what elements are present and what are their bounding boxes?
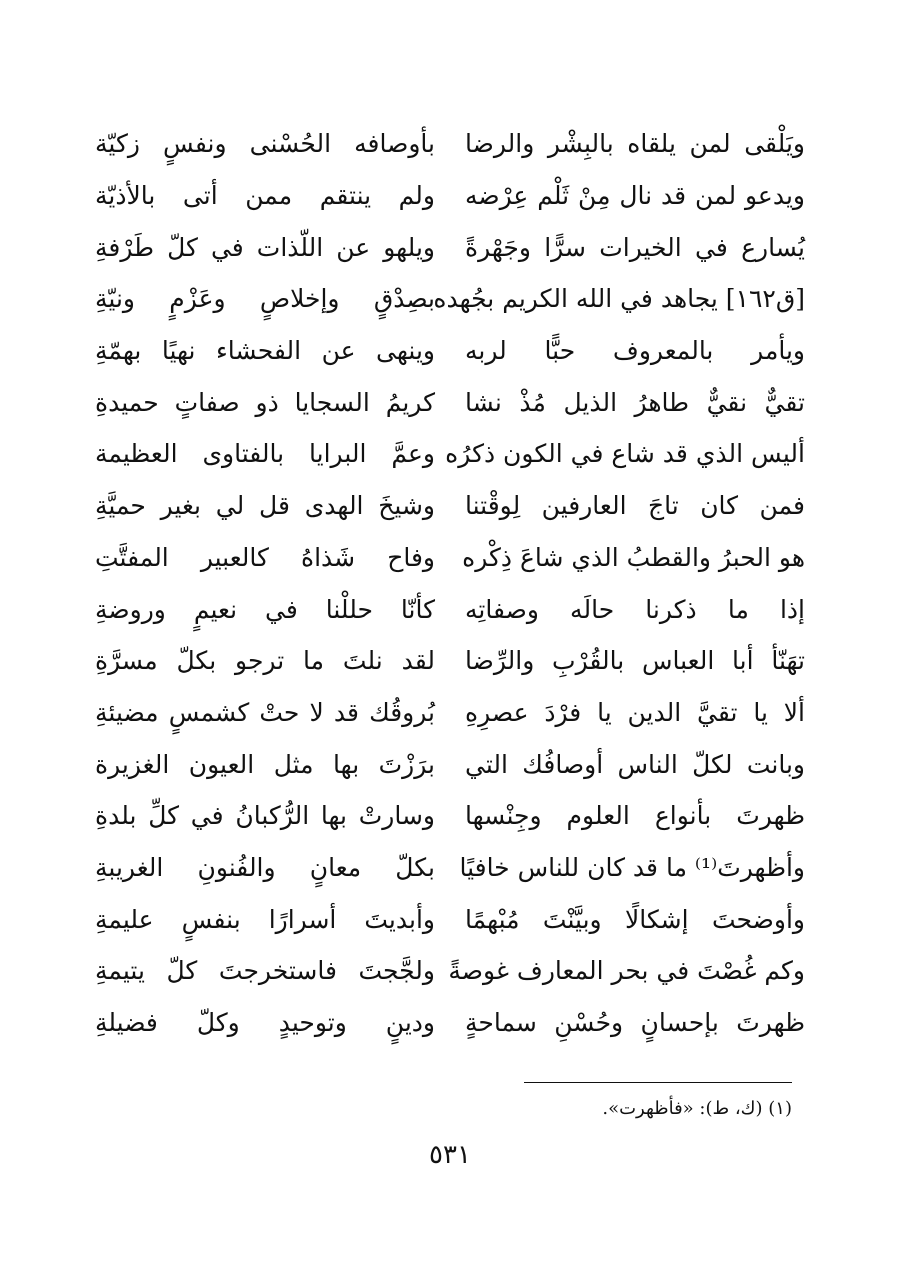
verse-17 (95, 945, 805, 997)
verse-12 (95, 687, 805, 739)
verse-14-second-hemistich: وسارتْ بها الرُّكبانُ في كلِّ بلدةِ (95, 801, 435, 831)
footnote: (١) (ك، ط): «فأظهرت». (602, 1098, 792, 1119)
verse-12-second-hemistich: بُروقُك قد لا حتْ كشمسٍ مضيئةِ (95, 697, 435, 727)
verse-17-first-hemistich: وكم غُصْتَ في بحر المعارف غوصةً (448, 956, 805, 986)
verse-10 (95, 583, 805, 635)
verse-13-first-hemistich: وبانت لكلّ الناس أوصافُك التي (465, 749, 805, 779)
verse-7-first-hemistich: أليس الذي قد شاع في الكون ذكرُه (445, 439, 805, 469)
verse-4 (95, 273, 805, 325)
verse-11-second-hemistich: لقد نلتَ ما ترجو بكلّ مسرَّةِ (95, 646, 435, 676)
verse-11-first-hemistich: تهَنّأ أبا العباس بالقُرْبِ والرِّضا (465, 646, 805, 676)
verse-13 (95, 738, 805, 790)
verse-16-first-hemistich: وأوضحتَ إشكالًا وبيَّنْتَ مُبْهمًا (465, 904, 805, 934)
verse-1-first-hemistich: ويَلْقى لمن يلقاه بالبِشْر والرضا (465, 129, 805, 159)
verse-11 (95, 635, 805, 687)
verse-1-second-hemistich: بأوصافه الحُسْنى ونفسٍ زكيّة (95, 129, 435, 159)
verse-18-second-hemistich: ودينٍ وتوحيدٍ وكلّ فضيلةِ (95, 1008, 435, 1038)
verse-15-first-hemistich: وأظهرتَ⁽¹⁾ ما قد كان للناس خافيًا (459, 852, 805, 882)
verse-7 (95, 428, 805, 480)
verse-8-first-hemistich: فمن كان تاجَ العارفين لِوقْتنا (465, 491, 805, 521)
verse-15 (95, 842, 805, 894)
verse-3-second-hemistich: ويلهو عن اللّذات في كلّ طَرْفةِ (95, 232, 435, 262)
verse-13-second-hemistich: برَزْتَ بها مثل العيون الغزيرة (95, 749, 435, 779)
verse-5 (95, 325, 805, 377)
footnote-divider (524, 1082, 792, 1083)
verse-9-second-hemistich: وفاح شَذاهُ كالعبير المفتَّتِ (95, 542, 435, 572)
verse-2-first-hemistich: ويدعو لمن قد نال مِنْ ثَلْم عِرْضه (465, 181, 805, 211)
poem (95, 118, 805, 1048)
verse-6-first-hemistich: تقيٌّ نقيٌّ طاهرُ الذيل مُذْ نشا (465, 387, 805, 417)
verse-5-second-hemistich: وينهى عن الفحشاء نهيًا بهمّةِ (95, 336, 435, 366)
verse-18-first-hemistich: ظهرتَ بإحسانٍ وحُسْنِ سماحةٍ (465, 1008, 805, 1038)
verse-6 (95, 376, 805, 428)
verse-6-second-hemistich: كريمُ السجايا ذو صفاتٍ حميدةِ (95, 387, 435, 417)
page-number: ٥٣١ (429, 1140, 471, 1170)
verse-17-second-hemistich: ولجَّجتَ فاستخرجتَ كلّ يتيمةِ (95, 956, 435, 986)
verse-18 (95, 997, 805, 1049)
verse-16 (95, 893, 805, 945)
verse-16-second-hemistich: وأبديتَ أسرارًا بنفسٍ عليمةِ (95, 904, 435, 934)
verse-9 (95, 532, 805, 584)
verse-1 (95, 118, 805, 170)
verse-3 (95, 221, 805, 273)
verse-10-first-hemistich: إذا ما ذكرنا حالَه وصفاتِه (465, 594, 805, 624)
verse-2 (95, 170, 805, 222)
verse-4-first-hemistich: [ق١٦٢] يجاهد في الله الكريم بجُهده (433, 284, 805, 314)
verse-8 (95, 480, 805, 532)
verse-9-first-hemistich: هو الحبرُ والقطبُ الذي شاعَ ذِكْره (462, 542, 805, 572)
verse-14 (95, 790, 805, 842)
verse-12-first-hemistich: ألا يا تقيَّ الدين يا فرْدَ عصرِهِ (465, 697, 805, 727)
verse-10-second-hemistich: كأنّا حللْنا في نعيمٍ وروضةِ (95, 594, 435, 624)
verse-3-first-hemistich: يُسارع في الخيرات سرًّا وجَهْرةً (465, 232, 805, 262)
verse-5-first-hemistich: ويأمر بالمعروف حبًّا لربه (465, 336, 805, 366)
verse-7-second-hemistich: وعمَّ البرايا بالفتاوى العظيمة (95, 439, 435, 469)
verse-15-second-hemistich: بكلّ معانٍ والفُنونِ الغريبةِ (95, 852, 435, 882)
verse-2-second-hemistich: ولم ينتقم ممن أتى بالأذيّة (95, 181, 435, 211)
verse-14-first-hemistich: ظهرتَ بأنواع العلوم وجِنْسها (465, 801, 805, 831)
verse-8-second-hemistich: وشيخَ الهدى قل لي بغير حميَّةِ (95, 491, 435, 521)
verse-4-second-hemistich: بصِدْقٍ وإخلاصٍ وعَزْمٍ ونيّةِ (95, 284, 435, 314)
